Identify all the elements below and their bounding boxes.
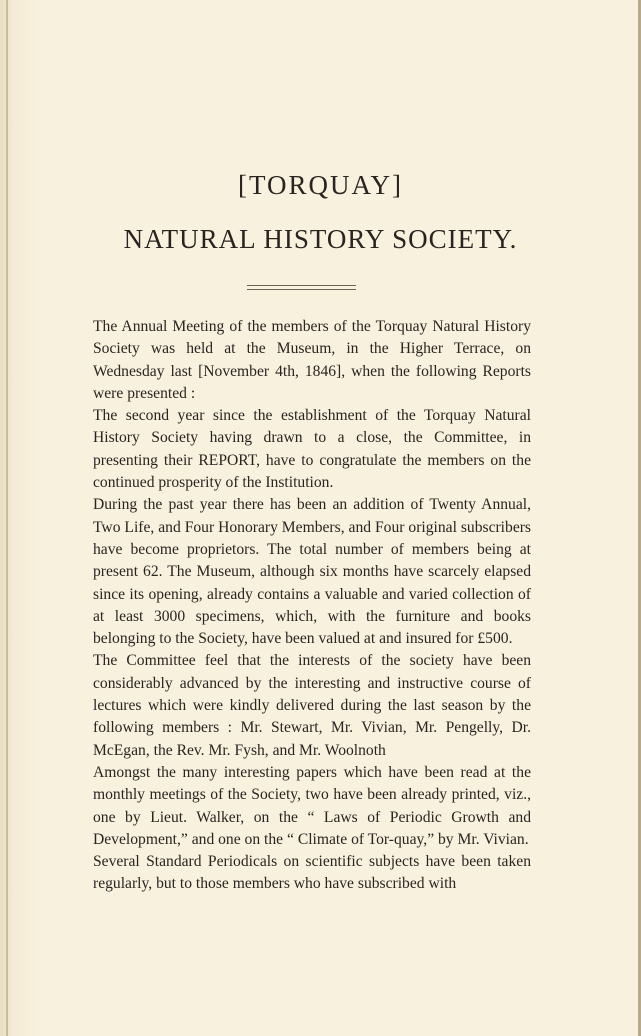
title-society: NATURAL HISTORY SOCIETY. bbox=[123, 224, 518, 254]
divider-rule-bottom bbox=[247, 289, 356, 290]
paragraph-6: Several Standard Periodicals on scientific subjects have been taken regularly, but to those members who have subscribed with bbox=[93, 853, 531, 893]
title-torquay: [TORQUAY] bbox=[237, 170, 403, 200]
paragraph-4: The Committee feel that the interests of the society have been considerably advanced by the interesting and instructive course of lectures which were kindly delivered during the last season by the following members : Mr. Stewart, Mr. Vivian, Mr. Pengelly, Dr. McEgan, the Rev. Mr. Fysh, and Mr. Woolnoth bbox=[93, 652, 531, 759]
paragraph-2: The second year since the establishment of the Torquay Natural History Society having drawn to a close, the Committee, in presenting their REPORT, have to congratulate the members on the continued prosperity of the Institution. bbox=[93, 407, 531, 492]
divider-rule-top bbox=[247, 285, 356, 286]
page-binding-edge bbox=[6, 0, 8, 1036]
paragraph-3: During the past year there has been an addition of Twenty Annual, Two Life, and Four Honorary Members, and Four original subscribers have become proprietors. The total number of members being at present 62. The Museum, although six months have scarcely elapsed since its opening, already contains a valuable and varied collection of at least 3000 specimens, which, with the furniture and books belonging to the Society, have been valued at and insured for £500. bbox=[93, 496, 531, 648]
paragraph-1: The Annual Meeting of the members of the Torquay Natural History Society was held at the Museum, in the Higher Terrace, on Wednesday last [November 4th, 1846], when the following Reports were presented : bbox=[93, 318, 531, 402]
paragraph-5: Amongst the many interesting papers which have been read at the monthly meetings of the Society, two have been already printed, viz., one by Lieut. Walker, on the “ Laws of Periodic Growth and Development,” and one on the “ Climate of Tor-quay,” by Mr. Vivian. bbox=[93, 763, 531, 848]
report-body bbox=[93, 316, 531, 896]
